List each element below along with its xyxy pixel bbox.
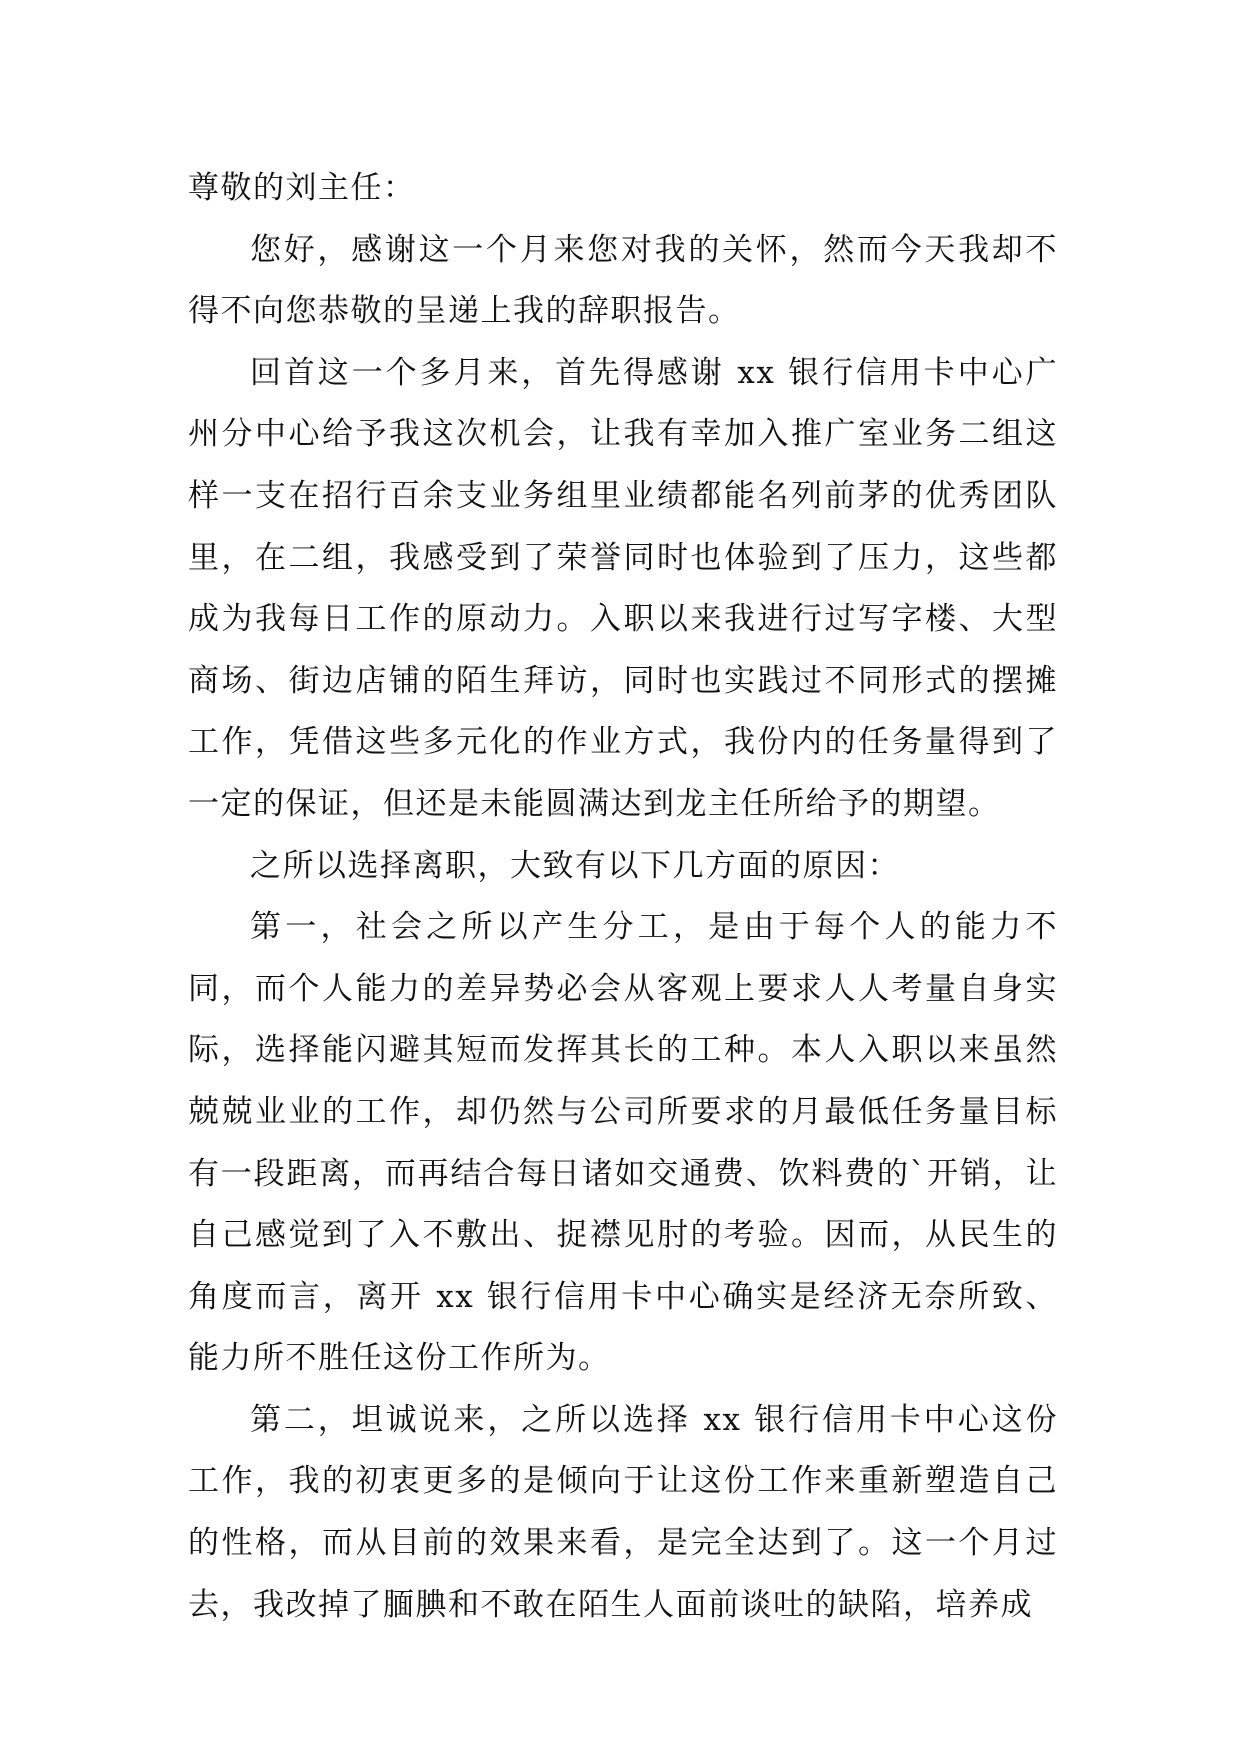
salutation: 尊敬的刘主任： bbox=[188, 170, 416, 206]
paragraph-reason-two: 第二，坦诚说来，之所以选择 xx 银行信用卡中心这份工作，我的初衷更多的是倾向于让这份工作来重新塑造自己的性格，而从目前的效果来看，是完全达到了。这一个月过去，我改掉了腼腆和不敢在陌生人面前谈吐的缺陷，培养成 bbox=[188, 1401, 1058, 1623]
paragraph-greeting: 您好，感谢这一个月来您对我的关怀，然而今天我却不得不向您恭敬的呈递上我的辞职报告。 bbox=[188, 231, 1058, 330]
letter-body bbox=[188, 158, 1058, 1636]
paragraph-reasons-intro: 之所以选择离职，大致有以下几方面的原因： bbox=[250, 847, 900, 884]
paragraph-reason-one: 第一，社会之所以产生分工，是由于每个人的能力不同，而个人能力的差异势必会从客观上要求人人考量自身实际，选择能闪避其短而发挥其长的工种。本人入职以来虽然兢兢业业的工作，却仍然与公司所要求的月最低任务量目标有一段距离，而再结合每日诸如交通费、饮料费的`开销，让自己感觉到了入不敷出、捉襟见肘的考验。因而，从民生的角度而言，离开 xx 银行信用卡中心确实是经济无奈所致、能力所不胜任这份工作所为。 bbox=[188, 909, 1058, 1377]
paragraph-review: 回首这一个多月来，首先得感谢 xx 银行信用卡中心广州分中心给予我这次机会，让我有幸加入推广室业务二组这样一支在招行百余支业务组里业绩都能名列前茅的优秀团队里，在二组，我感受到了荣誉同时也体验到了压力，这些都成为我每日工作的原动力。入职以来我进行过写字楼、大型商场、街边店铺的陌生拜访，同时也实践过不同形式的摆摊工作，凭借这些多元化的作业方式，我份内的任务量得到了一定的保证，但还是未能圆满达到龙主任所给予的期望。 bbox=[188, 354, 1058, 822]
